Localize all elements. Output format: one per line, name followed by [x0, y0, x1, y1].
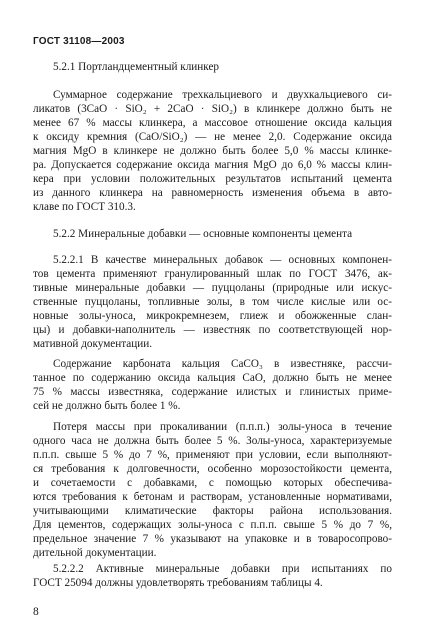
paragraph-line: к оксиду кремния (CaO/SiO₂) — не менее 2,0. Содержание оксида	[33, 131, 392, 143]
paragraph-line: тов цемента применяют гранулированный шлак по ГОСТ 3476, ак-	[33, 268, 392, 280]
paragraph-line: Суммарное содержание трехкальциевого и двухкальциевого си-	[53, 89, 392, 101]
paragraph-line: танное по содержанию оксида кальция CaO, должно быть не менее	[33, 372, 392, 384]
paragraph-line: дительной документации.	[33, 547, 157, 559]
paragraph-line: ся требования к долговечности, особенно морозостойкости цемента,	[33, 463, 392, 475]
document-header: ГОСТ 31108—2003	[33, 36, 125, 47]
paragraph-line: Содержание карбоната кальция CaCO₃ в известняке, рассчи-	[53, 358, 392, 370]
paragraph-line: сей не должно быть более 1 %.	[33, 400, 181, 412]
paragraph-line: кера при условии положительных результатов испытаний цемента	[33, 173, 392, 185]
paragraph-line: Для цементов, содержащих золы-уноса с п.п.п. свыше 5 % до 7 %,	[33, 519, 392, 531]
paragraph-line: предельное значение 7 % указывают на упаковке и в товаросопрово-	[33, 533, 392, 545]
paragraph-line: из данного клинкера на равномерность изменения объема в авто-	[33, 187, 392, 199]
paragraph-line: ликатов (3CaO · SiO₂ + 2CaO · SiO₂) в клинкере должно быть не	[33, 103, 392, 115]
paragraph-line: тивные минеральные добавки — пуццоланы (природные или искус-	[33, 282, 392, 294]
paragraph-line: цы) и добавки-наполнитель — известняк по соответствующей нор-	[33, 324, 392, 336]
paragraph-line: ственные пуццоланы, топливные золы, в том числе кислые или ос-	[33, 296, 392, 308]
paragraph-line: 75 % массы известняка, содержание илистых и глинистых приме-	[33, 386, 392, 398]
paragraph-line: 5.2.2.1 В качестве минеральных добавок — основных компонен-	[53, 254, 392, 266]
section-heading-5-2-1: 5.2.1 Портландцементный клинкер	[53, 61, 219, 73]
paragraph-line: ются требования к бетонам и растворам, установленные нормативами,	[33, 491, 392, 503]
paragraph-line: одного часа не должна быть более 5 %. Золы-уноса, характеризуемые	[33, 435, 392, 447]
paragraph-line: и сочетаемости с добавками, с помощью которых обеспечива-	[33, 477, 392, 489]
paragraph-line: магния MgO в клинкере не должно быть более 5,0 % массы клинке-	[33, 145, 392, 157]
paragraph-line: п.п.п. свыше 5 % до 7 %, применяют при условии, если выполняют-	[33, 449, 392, 461]
paragraph-line: мативной документации.	[33, 338, 152, 350]
paragraph-line: клаве по ГОСТ 310.3.	[33, 201, 136, 213]
paragraph-line: 5.2.2.2 Активные минеральные добавки при испытаниях по	[53, 563, 392, 575]
paragraph-line: Потеря массы при прокаливании (п.п.п.) золы-уноса в течение	[53, 421, 392, 433]
paragraph-line: учитывающими климатические факторы района использования.	[33, 505, 392, 517]
paragraph-line: ра. Допускается содержание оксида магния MgO до 6,0 % массы клин-	[33, 159, 392, 171]
paragraph-line: менее 67 % массы клинкера, а массовое отношение оксида кальция	[33, 117, 392, 129]
page-number: 8	[33, 606, 39, 618]
section-heading-5-2-2: 5.2.2 Минеральные добавки — основные компоненты цемента	[53, 228, 353, 240]
paragraph-line: ГОСТ 25094 должны удовлетворять требованиям таблицы 4.	[33, 577, 323, 589]
paragraph-line: новные золы-уноса, микрокремнезем, глиеж и обожженные слан-	[33, 310, 392, 322]
